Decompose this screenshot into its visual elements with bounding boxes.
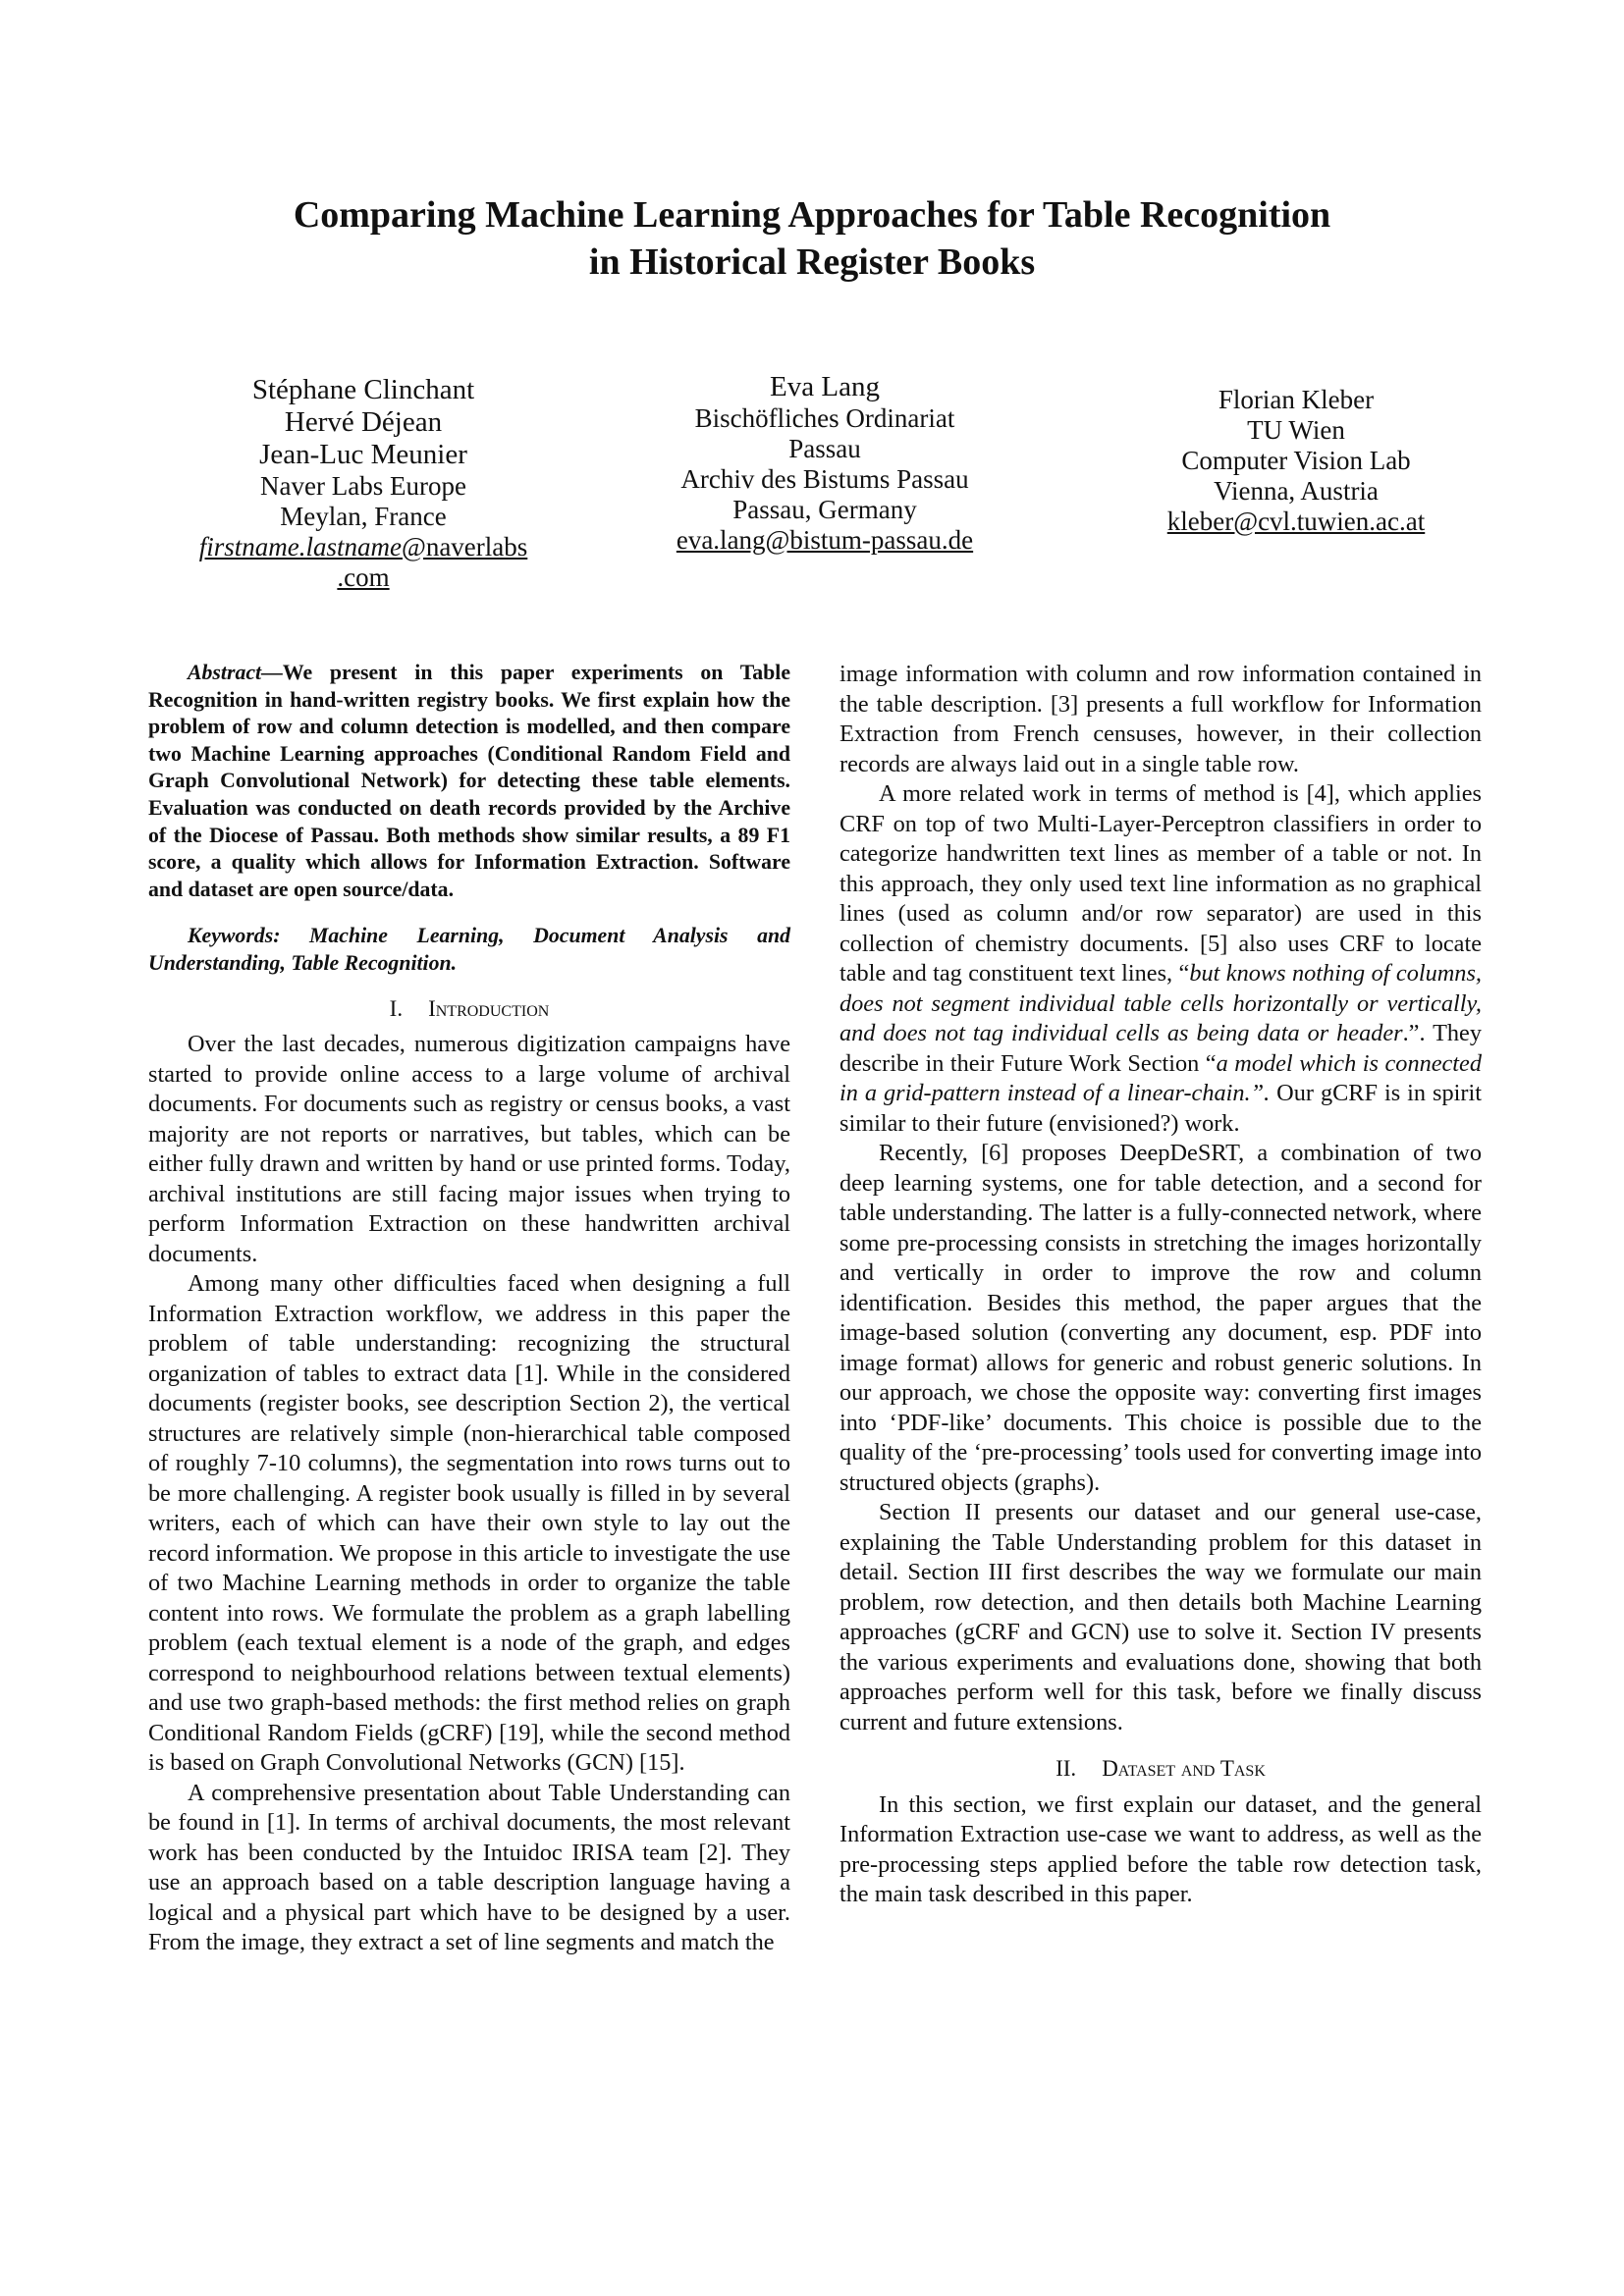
abstract-text: We present in this paper experiments on Table Recognition in hand-written registry books. We first explain how the problem of row and column detection is modelled, and then compare two Machine Learning approaches (Conditional Random Field and Graph Convolutional Network) for detecting these table elements. Evaluation was conducted on death records provided by the Archive of the Diocese of Passau. Both methods show similar results, a 89 F1 score, a quality which allows for Information Extraction. Software and dataset are open source/data. [148, 661, 790, 901]
author-name: Hervé Déjean [284, 406, 443, 438]
body-paragraph: A comprehensive presentation about Table Understanding can be found in [1]. In terms of archival documents, the most relevant work has been conducted by the Intuidoc IRISA team [2]. They use an approach based on a table description language having a logical and a physical part which have to be designed by a user. From the image, they extract a set of line segments and match the [148, 1779, 790, 1956]
author-email-continuation[interactable]: .com [337, 562, 390, 592]
body-paragraph: Over the last decades, numerous digitization campaigns have started to provide online access to a large volume of archival documents. For documents such as registry or census books, a vast majority are not reports or narratives, but tables, which can be either fully drawn and written by hand or use printed forms. Today, archival institutions are still facing major issues when trying to perform Information Extraction on these handwritten archival documents. [148, 1031, 790, 1267]
body-paragraph: Section II presents our dataset and our general use-case, explaining the Table Understanding problem for this dataset in detail. Section III first describes the way we formulate our main problem, row detection, and then details both Machine Learning approaches (gCRF and GCN) use to solve it. Section IV presents the various experiments and evaluations done, showing that both approaches perform well for this task, before we finally discuss current and future extensions. [839, 1499, 1482, 1735]
author-name: Stéphane Clinchant [251, 374, 475, 405]
author-email-link[interactable]: eva.lang@bistum-passau.de [676, 525, 974, 555]
quoted-text: but knows nothing of columns, does not segment individual table cells horizontally or vertically, and does not tag individual cells as being data or header [839, 960, 1482, 1046]
author-block-naver [157, 374, 569, 593]
author-block-tuwien [1139, 385, 1453, 537]
left-column [148, 660, 790, 1958]
author-location: Meylan, France [280, 502, 447, 531]
body-paragraph: In this section, we first explain our dataset, and the general Information Extraction use-case we want to address, as well as the pre-processing steps applied before the table row detection task, the main task described in this paper. [839, 1790, 1482, 1907]
author-name: Jean-Luc Meunier [259, 439, 467, 470]
title-line-2: in Historical Register Books [588, 241, 1036, 283]
author-affiliation: Archiv des Bistums Passau [680, 464, 969, 494]
section-title: Dataset and Task [1102, 1756, 1266, 1781]
abstract [148, 660, 790, 903]
abstract-lead: Abstract— [188, 661, 283, 684]
keywords: Keywords: Machine Learning, Document Analysis and Understanding, Table Recognition. [148, 924, 790, 975]
email-domain: @naverlabs [401, 532, 528, 561]
body-paragraph: Recently, [6] proposes DeepDeSRT, a combination of two deep learning systems, one for table detection, and a second for table understanding. The latter is a fully-connected network, where some pre-processing consists in stretching the images horizontally and vertically in order to improve the row and column identification. Besides this method, the paper argues that the image-based solution (converting any document, esp. PDF into image format) allows for generic and robust generic solutions. In our approach, we chose the opposite way: converting first images into ‘PDF-like’ documents. This choice is possible due to the quality of the ‘pre-processing’ tools used for converting image into structured objects (graphs). [839, 1140, 1482, 1496]
author-email-link[interactable]: kleber@cvl.tuwien.ac.at [1166, 507, 1426, 536]
author-affiliation: Passau [788, 434, 861, 463]
paragraph-text: .”. They describe in their Future Work Section “ [839, 1020, 1482, 1077]
section-heading-introduction [148, 994, 790, 1025]
author-name: Florian Kleber [1218, 385, 1375, 414]
quoted-text: a model which is connected in a grid-pattern instead of a linear-chain.”. [839, 1049, 1482, 1106]
paper-title [196, 191, 1428, 286]
section-number: II. [1056, 1756, 1077, 1781]
section-number: I. [389, 995, 404, 1021]
author-affiliation: Naver Labs Europe [260, 471, 466, 501]
author-location: Vienna, Austria [1214, 476, 1379, 506]
paragraph-text: Our gCRF is in spirit similar to their future (envisioned?) work. [839, 1080, 1482, 1137]
paragraph-text: A more related work in terms of method is [4], which applies CRF on top of two Multi-Layer-Perceptron classifiers in order to categorize handwritten text lines as member of a table or not. In this approach, they only used text line information as no graphical lines (used as column and/or row separator) are used in this collection of chemistry documents. [5] also uses CRF to locate table and tag constituent text lines, “ [839, 780, 1482, 987]
author-affiliation: Bischöfliches Ordinariat [694, 403, 955, 433]
title-line-1: Comparing Machine Learning Approaches for Table Recognition [293, 194, 1331, 236]
author-affiliation: TU Wien [1247, 415, 1345, 445]
author-location: Passau, Germany [732, 495, 917, 524]
author-affiliation: Computer Vision Lab [1181, 446, 1411, 475]
author-block-passau [638, 371, 1011, 556]
body-paragraph: Among many other difficulties faced when designing a full Information Extraction workflow, we address in this paper the problem of table understanding: recognizing the structural organization of tables to extract data [1]. While in the considered documents (register books, see description Section 2), the vertical structures are relatively simple (non-hierarchical table composed of roughly 7-10 columns), the segmentation into rows turns out to be more challenging. A register book usually is filled in by several writers, each of which can have their own style to lay out the record information. We propose in this article to investigate the use of two Machine Learning methods in order to organize the table content into rows. We formulate the problem as a graph labelling problem (each textual element is a node of the graph, and edges correspond to neighbourhood relations between textual elements) and use two graph-based methods: the first method relies on graph Conditional Random Fields (gCRF) [19], while the second method is based on Graph Convolutional Networks (GCN) [15]. [148, 1270, 790, 1777]
body-paragraph [839, 779, 1482, 1139]
body-paragraph-continued: image information with column and row information contained in the table description. [3] presents a full workflow for Information Extraction from French censuses, however, in their collection records are always laid out in a single table row. [839, 661, 1482, 777]
author-email-link[interactable] [157, 532, 569, 562]
section-heading-dataset [839, 1754, 1482, 1785]
email-local-part: firstname.lastname [198, 532, 402, 561]
section-title: Introduction [428, 995, 550, 1021]
right-column [839, 660, 1482, 1910]
author-name: Eva Lang [770, 371, 880, 402]
